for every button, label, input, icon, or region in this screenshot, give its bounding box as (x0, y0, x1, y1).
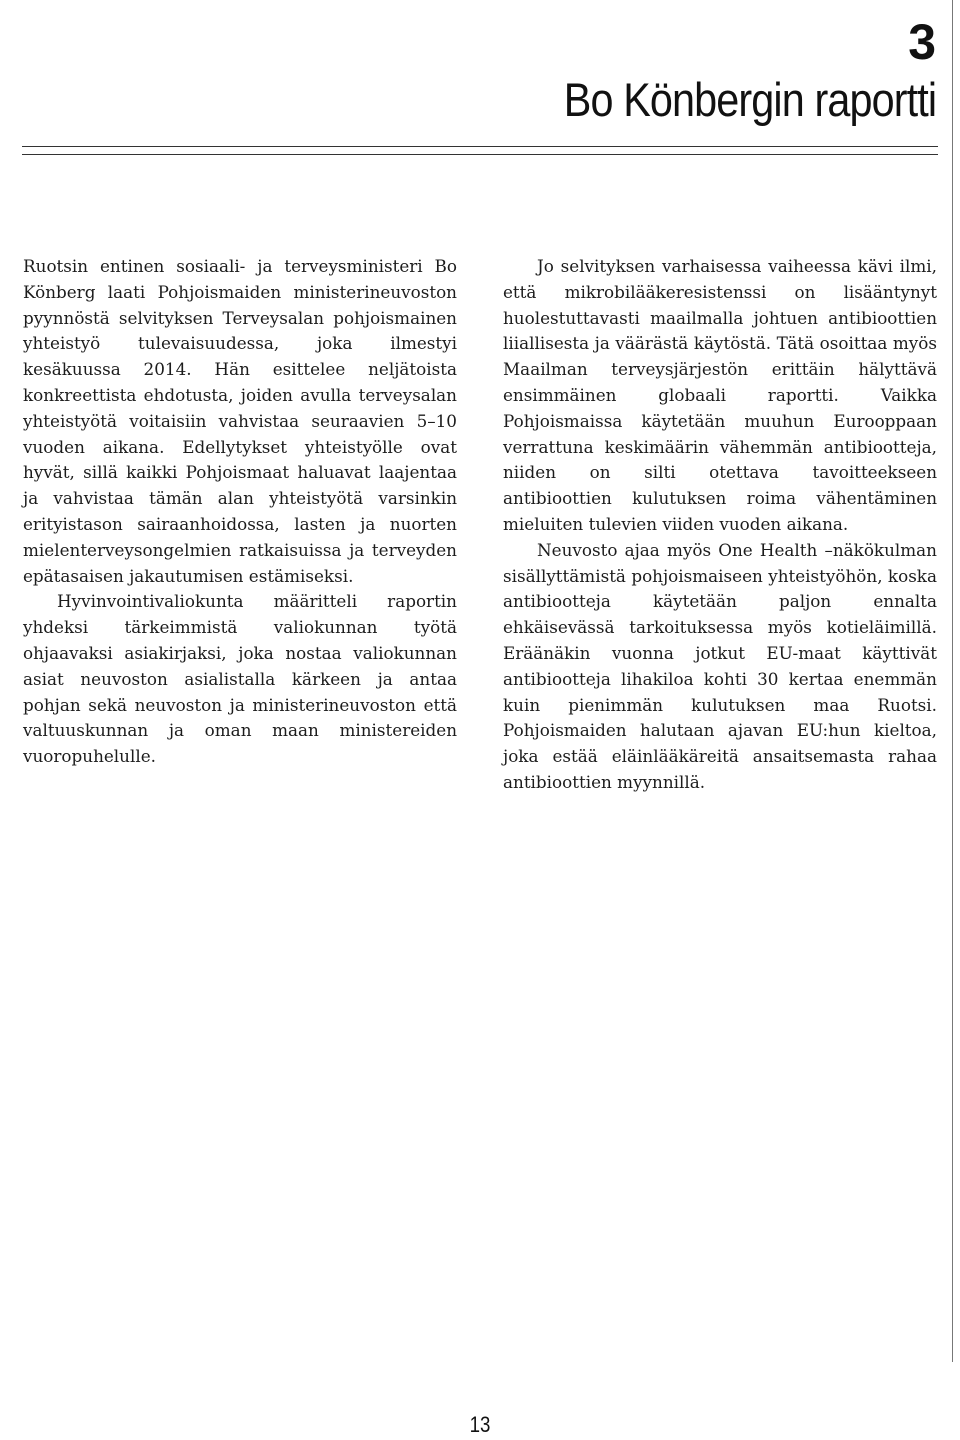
page-number: 13 (469, 1412, 491, 1437)
title-rule-bottom (22, 154, 938, 155)
left-column (23, 254, 457, 770)
right-column (503, 254, 937, 796)
chapter-title: Bo Könbergin raportti (563, 73, 936, 126)
chapter-number: 3 (908, 14, 936, 70)
paragraph: Hyvinvointivaliokunta määritteli raportin yhdeksi tärkeimmistä valiokunnan työtä ohjaavaksi asiakirjaksi, joka nostaa valiokunnan asiat neuvoston asialistalla kärkeen ja antaa pohjan sekä neuvoston ja ministerineuvoston että valtuuskunnan ja oman maan ministereiden vuoropuhelulle. (23, 591, 457, 767)
title-rule-top (22, 146, 938, 147)
paragraph: Ruotsin entinen sosiaali- ja terveysministeri Bo Könberg laati Pohjoismaiden ministerineuvoston pyynnöstä selvityksen Terveysalan pohjoismainen yhteistyö tulevaisuudessa, joka ilmestyi kesäkuussa 2014. Hän esittelee neljätoista konkreettista ehdotusta, joiden avulla terveysalan yhteistyötä voitaisiin vahvistaa seuraavien 5–10 vuoden aikana. Edellytykset yhteistyölle ovat hyvät, sillä kaikki Pohjoismaat haluavat laajentaa ja vahvistaa tämän alan yhteistyötä varsinkin erityistason sairaanhoidossa, lasten ja nuorten mielenterveysongelmien ratkaisuissa ja terveyden epätasaisen jakautumisen estämiseksi. (23, 256, 457, 586)
paragraph: Neuvosto ajaa myös One Health –näkökulman sisällyttämistä pohjoismaiseen yhteistyöhön, koska antibiootteja käytetään paljon ennalta ehkäisevässä tarkoituksessa myös kotieläimillä. Eräänäkin vuonna jotkut EU-maat käyttivät antibiootteja lihakiloa kohti 30 kertaa enemmän kuin pienimmän kulutuksen maa Ruotsi. Pohjoismaiden halutaan ajavan EU:hun kieltoa, joka estää eläinlääkäreitä ansaitsemasta rahaa antibioottien myynnillä. (503, 539, 937, 792)
paragraph: Jo selvityksen varhaisessa vaiheessa kävi ilmi, että mikrobilääkeresistenssi on lisääntynyt huolestuttavasti maailmalla johtuen antibioottien liiallisesta ja väärästä käytöstä. Tätä osoittaa myös Maailman terveysjärjestön erittäin hälyttävä ensimmäinen globaali raportti. Vaikka Pohjoismaissa käytetään muuhun Eurooppaan verrattuna keskimäärin vähemmän antibiootteja, niiden on silti otettava tavoitteekseen antibioottien kulutuksen roima vähentäminen mieluiten tulevien viiden vuoden aikana. (503, 256, 937, 534)
page-edge-line (952, 0, 953, 1362)
